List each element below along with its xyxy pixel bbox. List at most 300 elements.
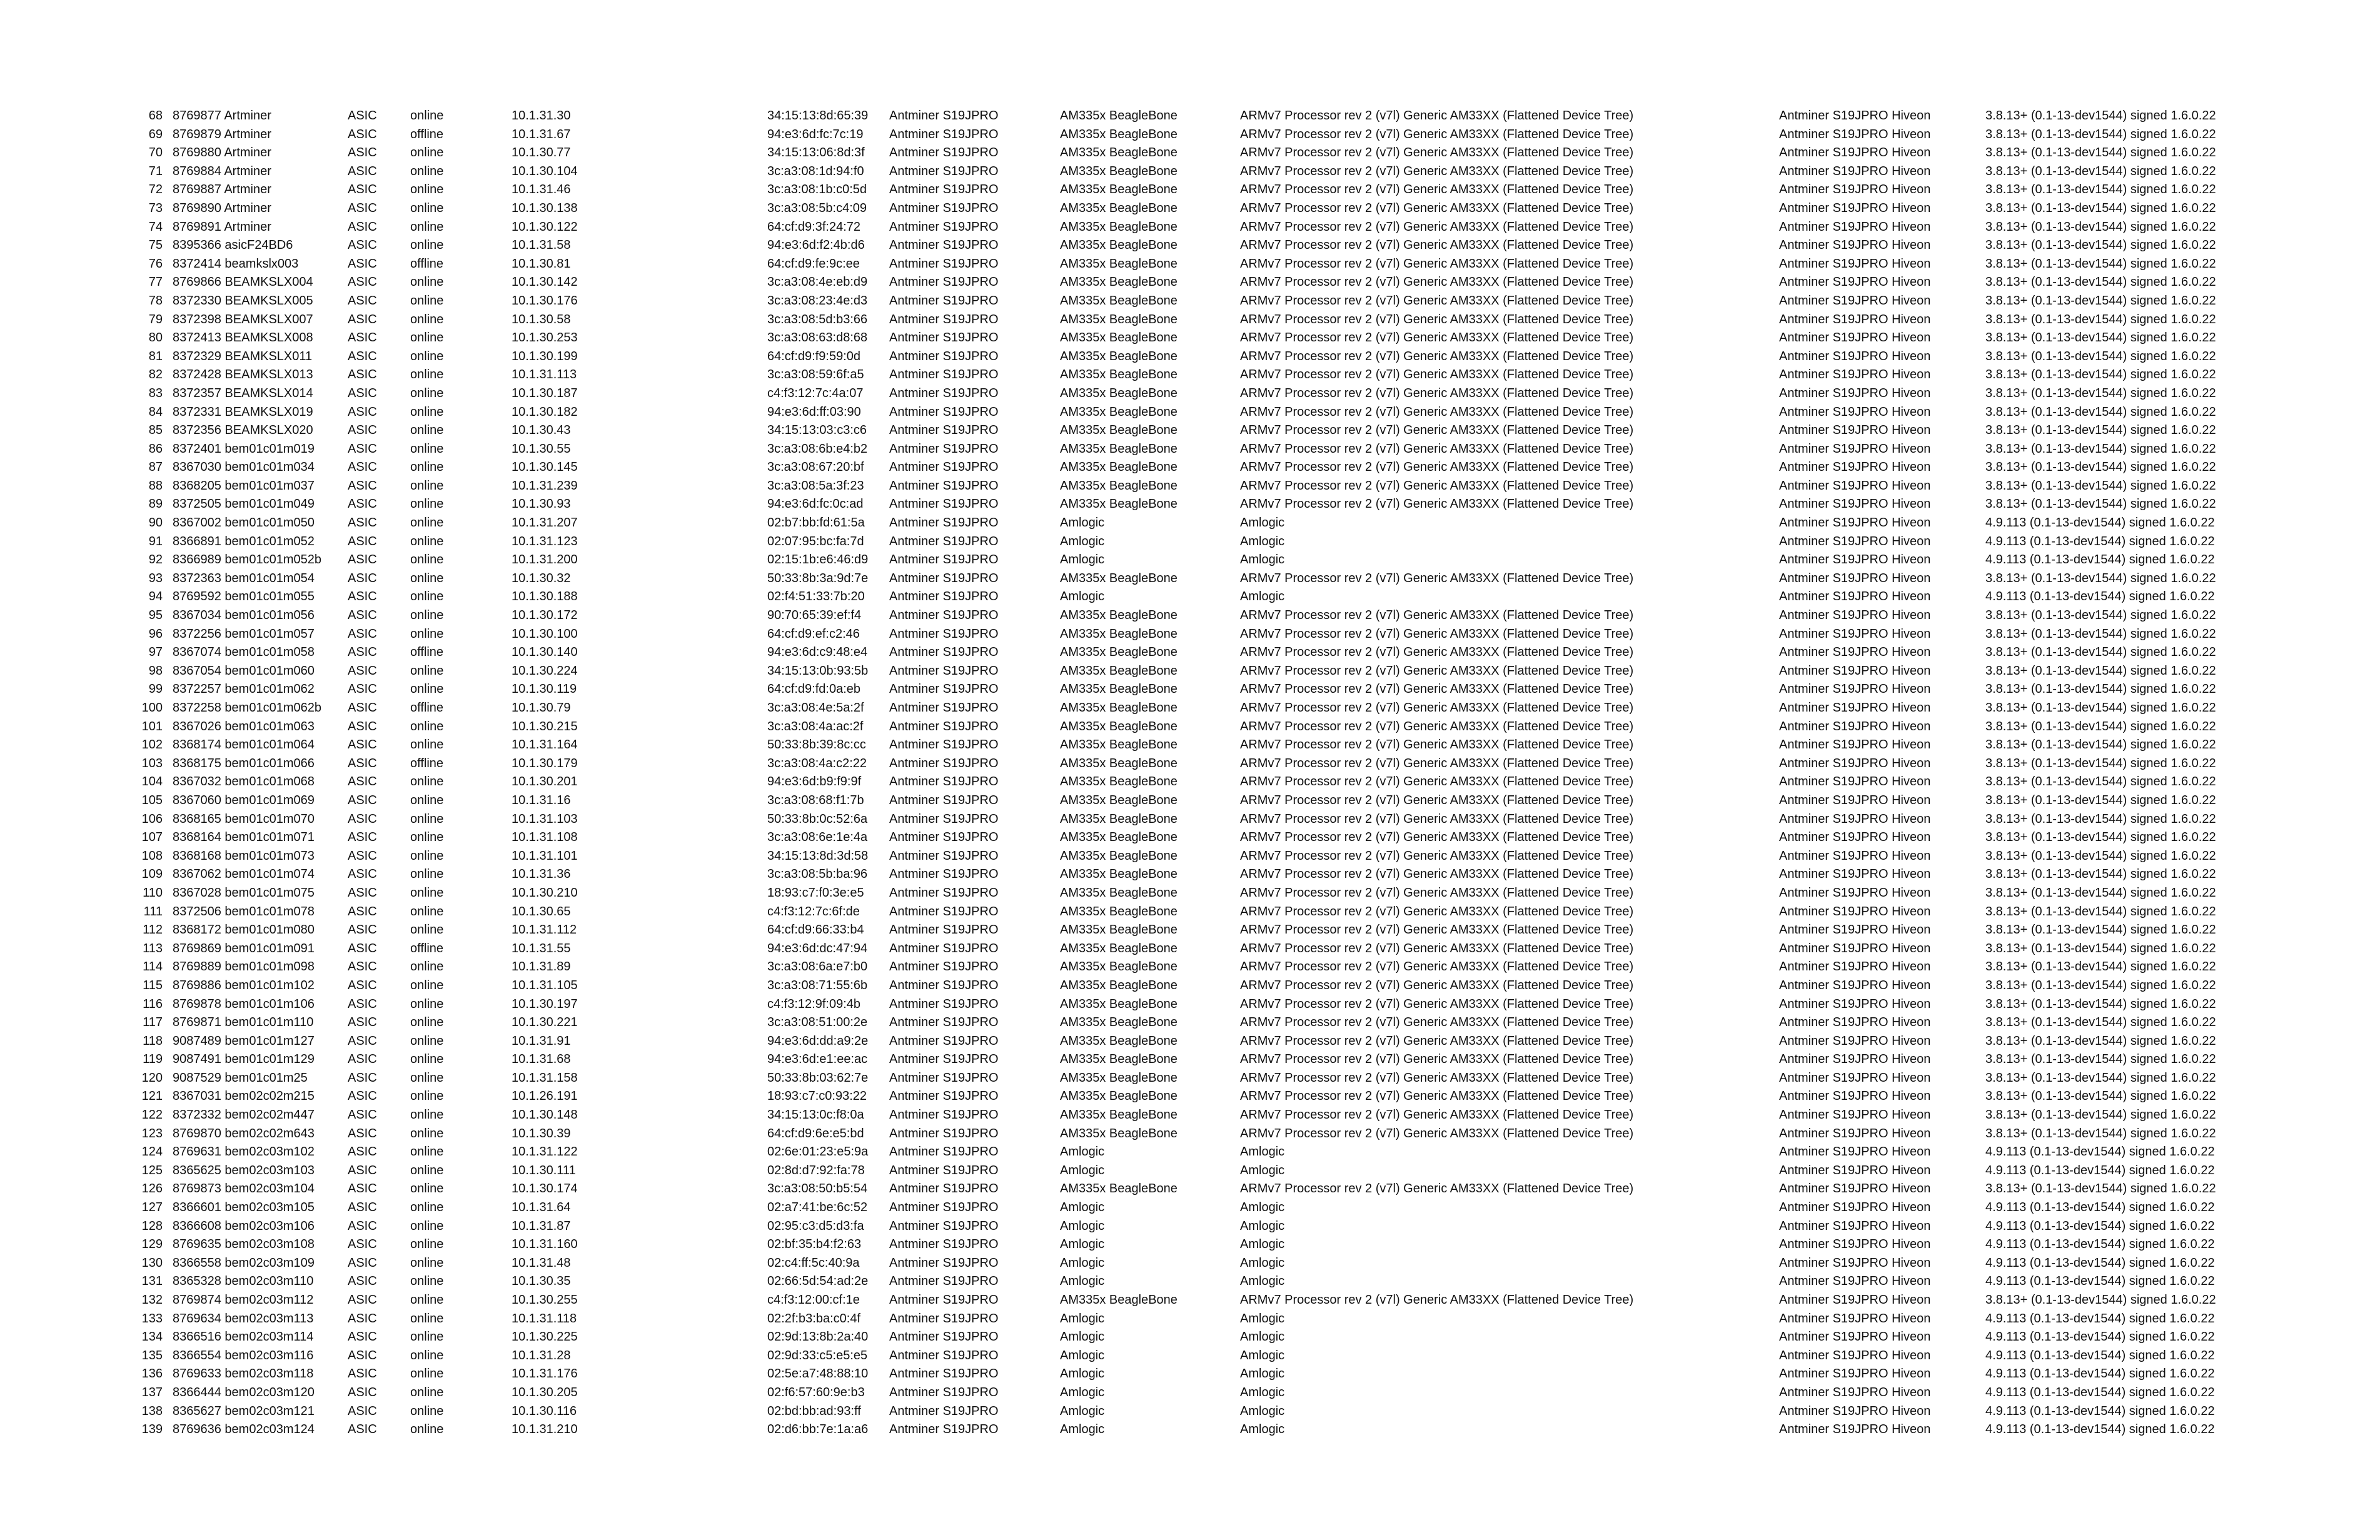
worker-cell: 8372428 BEAMKSLX013 <box>173 368 313 382</box>
model-cell: Antminer S19JPRO <box>889 368 999 382</box>
model-cell: Antminer S19JPRO <box>889 571 999 585</box>
mac-cell: 3c:a3:08:5a:3f:23 <box>767 478 864 493</box>
ip-cell: 10.1.30.79 <box>512 701 571 715</box>
worker-cell: 8769874 bem02c03m112 <box>173 1293 314 1307</box>
table-row <box>0 625 2380 644</box>
version-cell: 3.8.13+ (0.1-13-dev1544) signed 1.6.0.22 <box>1985 441 2216 456</box>
table-row <box>0 1328 2380 1347</box>
type-cell: ASIC <box>348 146 377 160</box>
firmware-cell: Antminer S19JPRO Hiveon <box>1779 775 1931 789</box>
mac-cell: 02:c4:ff:5c:40:9a <box>767 1256 860 1270</box>
firmware-cell: Antminer S19JPRO Hiveon <box>1779 867 1931 882</box>
row-number-cell: 97 <box>148 645 163 660</box>
hardware-cell: AM335x BeagleBone <box>1060 312 1177 326</box>
version-cell: 3.8.13+ (0.1-13-dev1544) signed 1.6.0.22 <box>1985 571 2216 585</box>
row-number-cell: 69 <box>148 127 163 141</box>
version-cell: 3.8.13+ (0.1-13-dev1544) signed 1.6.0.22 <box>1985 923 2216 937</box>
version-cell: 3.8.13+ (0.1-13-dev1544) signed 1.6.0.22 <box>1985 1070 2216 1085</box>
cpu-cell: ARMv7 Processor rev 2 (v7l) Generic AM33XX (Flattened Device Tree) <box>1240 793 1634 807</box>
type-cell: ASIC <box>348 1311 377 1326</box>
version-cell: 3.8.13+ (0.1-13-dev1544) signed 1.6.0.22 <box>1985 663 2216 678</box>
table-row <box>0 236 2380 255</box>
cpu-cell: ARMv7 Processor rev 2 (v7l) Generic AM33XX (Flattened Device Tree) <box>1240 164 1634 178</box>
worker-cell: 8372256 bem01c01m057 <box>173 627 315 641</box>
type-cell: ASIC <box>348 534 377 548</box>
row-number-cell: 75 <box>148 238 163 253</box>
ip-cell: 10.1.30.225 <box>512 1330 578 1344</box>
version-cell: 4.9.113 (0.1-13-dev1544) signed 1.6.0.22 <box>1985 553 2215 567</box>
table-row <box>0 403 2380 422</box>
mac-cell: 3c:a3:08:68:f1:7b <box>767 793 864 807</box>
cpu-cell: ARMv7 Processor rev 2 (v7l) Generic AM33XX (Flattened Device Tree) <box>1240 1070 1634 1085</box>
firmware-cell: Antminer S19JPRO Hiveon <box>1779 238 1931 253</box>
firmware-cell: Antminer S19JPRO Hiveon <box>1779 923 1931 937</box>
type-cell: ASIC <box>348 1015 377 1030</box>
hardware-cell: AM335x BeagleBone <box>1060 997 1177 1011</box>
mac-cell: 90:70:65:39:ef:f4 <box>767 608 862 623</box>
model-cell: Antminer S19JPRO <box>889 885 999 900</box>
status-cell: online <box>410 1385 444 1399</box>
firmware-cell: Antminer S19JPRO Hiveon <box>1779 1108 1931 1122</box>
table-row <box>0 755 2380 773</box>
type-cell: ASIC <box>348 201 377 215</box>
hardware-cell: AM335x BeagleBone <box>1060 368 1177 382</box>
hardware-cell: AM335x BeagleBone <box>1060 127 1177 141</box>
version-cell: 3.8.13+ (0.1-13-dev1544) signed 1.6.0.22 <box>1985 331 2216 345</box>
table-row <box>0 606 2380 625</box>
cpu-cell: ARMv7 Processor rev 2 (v7l) Generic AM33XX (Flattened Device Tree) <box>1240 775 1634 789</box>
status-cell: online <box>410 293 444 308</box>
type-cell: ASIC <box>348 608 377 623</box>
hardware-cell: AM335x BeagleBone <box>1060 275 1177 289</box>
table-row <box>0 551 2380 570</box>
firmware-cell: Antminer S19JPRO Hiveon <box>1779 256 1931 271</box>
ip-cell: 10.1.30.172 <box>512 608 578 623</box>
status-cell: online <box>410 238 444 253</box>
ip-cell: 10.1.30.205 <box>512 1385 578 1399</box>
row-number-cell: 130 <box>141 1256 163 1270</box>
status-cell: online <box>410 275 444 289</box>
version-cell: 3.8.13+ (0.1-13-dev1544) signed 1.6.0.22 <box>1985 719 2216 733</box>
status-cell: offline <box>410 941 444 955</box>
version-cell: 3.8.13+ (0.1-13-dev1544) signed 1.6.0.22 <box>1985 1126 2216 1140</box>
hardware-cell: AM335x BeagleBone <box>1060 923 1177 937</box>
row-number-cell: 80 <box>148 331 163 345</box>
worker-cell: 8365627 bem02c03m121 <box>173 1404 315 1418</box>
ip-cell: 10.1.31.103 <box>512 812 578 826</box>
mac-cell: c4:f3:12:7c:4a:07 <box>767 386 864 400</box>
model-cell: Antminer S19JPRO <box>889 1367 999 1381</box>
cpu-cell: Amlogic <box>1240 1163 1285 1177</box>
worker-cell: 8366516 bem02c03m114 <box>173 1330 314 1344</box>
version-cell: 3.8.13+ (0.1-13-dev1544) signed 1.6.0.22 <box>1985 1015 2216 1030</box>
status-cell: online <box>410 1311 444 1326</box>
worker-cell: 8769878 bem01c01m106 <box>173 997 315 1011</box>
mac-cell: 3c:a3:08:4e:5a:2f <box>767 701 864 715</box>
table-row <box>0 718 2380 737</box>
hardware-cell: Amlogic <box>1060 1404 1105 1418</box>
type-cell: ASIC <box>348 386 377 400</box>
hardware-cell: AM335x BeagleBone <box>1060 701 1177 715</box>
hardware-cell: AM335x BeagleBone <box>1060 497 1177 511</box>
firmware-cell: Antminer S19JPRO Hiveon <box>1779 386 1931 400</box>
status-cell: online <box>410 1145 444 1159</box>
type-cell: ASIC <box>348 997 377 1011</box>
firmware-cell: Antminer S19JPRO Hiveon <box>1779 645 1931 660</box>
firmware-cell: Antminer S19JPRO Hiveon <box>1779 1145 1931 1159</box>
cpu-cell: ARMv7 Processor rev 2 (v7l) Generic AM33XX (Flattened Device Tree) <box>1240 1126 1634 1140</box>
ip-cell: 10.1.31.200 <box>512 553 578 567</box>
hardware-cell: Amlogic <box>1060 553 1105 567</box>
table-row <box>0 181 2380 199</box>
table-row <box>0 1069 2380 1088</box>
version-cell: 3.8.13+ (0.1-13-dev1544) signed 1.6.0.22 <box>1985 848 2216 863</box>
row-number-cell: 139 <box>141 1422 163 1437</box>
ip-cell: 10.1.30.215 <box>512 719 578 733</box>
table-row <box>0 903 2380 922</box>
model-cell: Antminer S19JPRO <box>889 423 999 438</box>
worker-cell: 8769884 Artminer <box>173 164 271 178</box>
type-cell: ASIC <box>348 812 377 826</box>
version-cell: 3.8.13+ (0.1-13-dev1544) signed 1.6.0.22 <box>1985 904 2216 918</box>
status-cell: online <box>410 627 444 641</box>
table-row <box>0 292 2380 311</box>
table-row <box>0 311 2380 330</box>
mac-cell: 3c:a3:08:5d:b3:66 <box>767 312 868 326</box>
status-cell: offline <box>410 256 444 271</box>
model-cell: Antminer S19JPRO <box>889 978 999 992</box>
mac-cell: 3c:a3:08:1d:94:f0 <box>767 164 864 178</box>
type-cell: ASIC <box>348 663 377 678</box>
ip-cell: 10.1.31.36 <box>512 867 571 882</box>
model-cell: Antminer S19JPRO <box>889 1089 999 1104</box>
table-row <box>0 1087 2380 1106</box>
worker-cell: 8368172 bem01c01m080 <box>173 923 315 937</box>
ip-cell: 10.1.31.112 <box>512 923 577 937</box>
firmware-cell: Antminer S19JPRO Hiveon <box>1779 441 1931 456</box>
ip-cell: 10.1.30.39 <box>512 1126 571 1140</box>
type-cell: ASIC <box>348 738 377 752</box>
status-cell: online <box>410 997 444 1011</box>
ip-cell: 10.1.31.101 <box>512 848 578 863</box>
row-number-cell: 104 <box>141 775 163 789</box>
version-cell: 3.8.13+ (0.1-13-dev1544) signed 1.6.0.22 <box>1985 645 2216 660</box>
worker-cell: 8769886 bem01c01m102 <box>173 978 315 992</box>
mac-cell: 34:15:13:06:8d:3f <box>767 146 865 160</box>
mac-cell: 3c:a3:08:51:00:2e <box>767 1015 868 1030</box>
version-cell: 3.8.13+ (0.1-13-dev1544) signed 1.6.0.22 <box>1985 497 2216 511</box>
status-cell: online <box>410 516 444 530</box>
model-cell: Antminer S19JPRO <box>889 1163 999 1177</box>
table-row <box>0 163 2380 181</box>
mac-cell: 02:15:1b:e6:46:d9 <box>767 553 869 567</box>
type-cell: ASIC <box>348 830 377 845</box>
status-cell: online <box>410 109 444 123</box>
ip-cell: 10.1.31.105 <box>512 978 578 992</box>
cpu-cell: Amlogic <box>1240 1200 1285 1215</box>
table-row <box>0 218 2380 237</box>
row-number-cell: 112 <box>143 923 163 937</box>
worker-cell: 8372332 bem02c02m447 <box>173 1108 315 1122</box>
row-number-cell: 138 <box>141 1404 163 1418</box>
model-cell: Antminer S19JPRO <box>889 1070 999 1085</box>
worker-cell: 8365328 bem02c03m110 <box>173 1274 314 1289</box>
cpu-cell: Amlogic <box>1240 1385 1285 1399</box>
version-cell: 3.8.13+ (0.1-13-dev1544) signed 1.6.0.22 <box>1985 201 2216 215</box>
ip-cell: 10.1.30.104 <box>512 164 578 178</box>
status-cell: online <box>410 663 444 678</box>
row-number-cell: 74 <box>148 219 163 234</box>
hardware-cell: AM335x BeagleBone <box>1060 793 1177 807</box>
firmware-cell: Antminer S19JPRO Hiveon <box>1779 1015 1931 1030</box>
version-cell: 3.8.13+ (0.1-13-dev1544) signed 1.6.0.22 <box>1985 238 2216 253</box>
row-number-cell: 106 <box>141 812 163 826</box>
type-cell: ASIC <box>348 775 377 789</box>
ip-cell: 10.1.31.55 <box>512 941 571 955</box>
model-cell: Antminer S19JPRO <box>889 590 999 604</box>
ip-cell: 10.1.30.119 <box>512 682 577 697</box>
hardware-cell: AM335x BeagleBone <box>1060 848 1177 863</box>
table-row <box>0 643 2380 662</box>
mac-cell: 3c:a3:08:50:b5:54 <box>767 1182 868 1196</box>
version-cell: 3.8.13+ (0.1-13-dev1544) signed 1.6.0.22 <box>1985 830 2216 845</box>
ip-cell: 10.1.31.89 <box>512 960 571 974</box>
table-row <box>0 1014 2380 1032</box>
row-number-cell: 136 <box>141 1367 163 1381</box>
type-cell: ASIC <box>348 441 377 456</box>
row-number-cell: 93 <box>148 571 163 585</box>
status-cell: online <box>410 534 444 548</box>
row-number-cell: 92 <box>148 553 163 567</box>
type-cell: ASIC <box>348 904 377 918</box>
hardware-cell: AM335x BeagleBone <box>1060 386 1177 400</box>
mac-cell: 94:e3:6d:ff:03:90 <box>767 405 861 419</box>
firmware-cell: Antminer S19JPRO Hiveon <box>1779 793 1931 807</box>
model-cell: Antminer S19JPRO <box>889 1219 999 1233</box>
hardware-cell: Amlogic <box>1060 534 1105 548</box>
cpu-cell: ARMv7 Processor rev 2 (v7l) Generic AM33XX (Flattened Device Tree) <box>1240 256 1634 271</box>
worker-cell: 8769891 Artminer <box>173 219 271 234</box>
cpu-cell: Amlogic <box>1240 534 1285 548</box>
model-cell: Antminer S19JPRO <box>889 1015 999 1030</box>
type-cell: ASIC <box>348 349 377 363</box>
mac-cell: 02:bf:35:b4:f2:63 <box>767 1237 862 1252</box>
model-cell: Antminer S19JPRO <box>889 1145 999 1159</box>
status-cell: online <box>410 1200 444 1215</box>
version-cell: 3.8.13+ (0.1-13-dev1544) signed 1.6.0.22 <box>1985 701 2216 715</box>
cpu-cell: ARMv7 Processor rev 2 (v7l) Generic AM33XX (Flattened Device Tree) <box>1240 571 1634 585</box>
row-number-cell: 79 <box>148 312 163 326</box>
version-cell: 3.8.13+ (0.1-13-dev1544) signed 1.6.0.22 <box>1985 275 2216 289</box>
firmware-cell: Antminer S19JPRO Hiveon <box>1779 663 1931 678</box>
hardware-cell: AM335x BeagleBone <box>1060 164 1177 178</box>
table-row <box>0 736 2380 755</box>
worker-cell: 8366989 bem01c01m052b <box>173 553 321 567</box>
mac-cell: 94:e3:6d:dd:a9:2e <box>767 1034 869 1048</box>
status-cell: online <box>410 867 444 882</box>
hardware-cell: AM335x BeagleBone <box>1060 608 1177 623</box>
table-row <box>0 514 2380 533</box>
ip-cell: 10.1.30.35 <box>512 1274 571 1289</box>
row-number-cell: 135 <box>141 1348 163 1362</box>
row-number-cell: 107 <box>141 830 163 845</box>
model-cell: Antminer S19JPRO <box>889 1237 999 1252</box>
ip-cell: 10.1.30.174 <box>512 1182 578 1196</box>
model-cell: Antminer S19JPRO <box>889 534 999 548</box>
mac-cell: 3c:a3:08:71:55:6b <box>767 978 868 992</box>
model-cell: Antminer S19JPRO <box>889 331 999 345</box>
ip-cell: 10.1.30.224 <box>512 663 578 678</box>
mac-cell: 94:e3:6d:e1:ee:ac <box>767 1052 868 1067</box>
table-row <box>0 588 2380 606</box>
mac-cell: c4:f3:12:00:cf:1e <box>767 1293 860 1307</box>
version-cell: 4.9.113 (0.1-13-dev1544) signed 1.6.0.22 <box>1985 1200 2215 1215</box>
model-cell: Antminer S19JPRO <box>889 1311 999 1326</box>
hardware-cell: AM335x BeagleBone <box>1060 478 1177 493</box>
row-number-cell: 118 <box>143 1034 163 1048</box>
version-cell: 4.9.113 (0.1-13-dev1544) signed 1.6.0.22 <box>1985 1348 2215 1362</box>
row-number-cell: 137 <box>141 1385 163 1399</box>
version-cell: 3.8.13+ (0.1-13-dev1544) signed 1.6.0.22 <box>1985 293 2216 308</box>
hardware-cell: AM335x BeagleBone <box>1060 109 1177 123</box>
type-cell: ASIC <box>348 848 377 863</box>
firmware-cell: Antminer S19JPRO Hiveon <box>1779 368 1931 382</box>
worker-cell: 8769631 bem02c03m102 <box>173 1145 315 1159</box>
model-cell: Antminer S19JPRO <box>889 1274 999 1289</box>
hardware-cell: Amlogic <box>1060 1256 1105 1270</box>
mac-cell: 02:f4:51:33:7b:20 <box>767 590 865 604</box>
version-cell: 3.8.13+ (0.1-13-dev1544) signed 1.6.0.22 <box>1985 867 2216 882</box>
status-cell: online <box>410 738 444 752</box>
type-cell: ASIC <box>348 682 377 697</box>
status-cell: online <box>410 571 444 585</box>
worker-cell: 8368174 bem01c01m064 <box>173 738 315 752</box>
mac-cell: 02:d6:bb:7e:1a:a6 <box>767 1422 869 1437</box>
row-number-cell: 108 <box>141 848 163 863</box>
hardware-cell: Amlogic <box>1060 516 1105 530</box>
worker-cell: 8367060 bem01c01m069 <box>173 793 315 807</box>
status-cell: online <box>410 1182 444 1196</box>
type-cell: ASIC <box>348 275 377 289</box>
firmware-cell: Antminer S19JPRO Hiveon <box>1779 590 1931 604</box>
version-cell: 3.8.13+ (0.1-13-dev1544) signed 1.6.0.22 <box>1985 1052 2216 1067</box>
table-row <box>0 1125 2380 1144</box>
version-cell: 4.9.113 (0.1-13-dev1544) signed 1.6.0.22 <box>1985 1145 2215 1159</box>
table-row <box>0 144 2380 163</box>
worker-cell: 8366601 bem02c03m105 <box>173 1200 315 1215</box>
model-cell: Antminer S19JPRO <box>889 516 999 530</box>
model-cell: Antminer S19JPRO <box>889 1422 999 1437</box>
worker-cell: 8372505 bem01c01m049 <box>173 497 315 511</box>
cpu-cell: ARMv7 Processor rev 2 (v7l) Generic AM33XX (Flattened Device Tree) <box>1240 275 1634 289</box>
ip-cell: 10.1.31.67 <box>512 127 571 141</box>
cpu-cell: Amlogic <box>1240 1422 1285 1437</box>
row-number-cell: 82 <box>148 368 163 382</box>
status-cell: online <box>410 608 444 623</box>
hardware-cell: Amlogic <box>1060 1422 1105 1437</box>
version-cell: 3.8.13+ (0.1-13-dev1544) signed 1.6.0.22 <box>1985 682 2216 697</box>
table-row <box>0 385 2380 403</box>
hardware-cell: AM335x BeagleBone <box>1060 1293 1177 1307</box>
firmware-cell: Antminer S19JPRO Hiveon <box>1779 1126 1931 1140</box>
cpu-cell: Amlogic <box>1240 590 1285 604</box>
hardware-cell: AM335x BeagleBone <box>1060 1034 1177 1048</box>
worker-cell: 8367034 bem01c01m056 <box>173 608 315 623</box>
firmware-cell: Antminer S19JPRO Hiveon <box>1779 553 1931 567</box>
type-cell: ASIC <box>348 978 377 992</box>
row-number-cell: 90 <box>148 516 163 530</box>
mac-cell: 3c:a3:08:1b:c0:5d <box>767 183 867 197</box>
hardware-cell: AM335x BeagleBone <box>1060 885 1177 900</box>
worker-cell: 8367032 bem01c01m068 <box>173 775 315 789</box>
hardware-cell: AM335x BeagleBone <box>1060 331 1177 345</box>
row-number-cell: 113 <box>143 941 163 955</box>
table-row <box>0 1032 2380 1051</box>
row-number-cell: 99 <box>148 682 163 697</box>
status-cell: online <box>410 183 444 197</box>
type-cell: ASIC <box>348 885 377 900</box>
row-number-cell: 96 <box>148 627 163 641</box>
type-cell: ASIC <box>348 127 377 141</box>
row-number-cell: 115 <box>143 978 163 992</box>
firmware-cell: Antminer S19JPRO Hiveon <box>1779 1070 1931 1085</box>
cpu-cell: ARMv7 Processor rev 2 (v7l) Generic AM33XX (Flattened Device Tree) <box>1240 368 1634 382</box>
cpu-cell: ARMv7 Processor rev 2 (v7l) Generic AM33XX (Flattened Device Tree) <box>1240 719 1634 733</box>
firmware-cell: Antminer S19JPRO Hiveon <box>1779 1200 1931 1215</box>
firmware-cell: Antminer S19JPRO Hiveon <box>1779 219 1931 234</box>
mac-cell: 02:9d:13:8b:2a:40 <box>767 1330 869 1344</box>
type-cell: ASIC <box>348 701 377 715</box>
table-row <box>0 1365 2380 1384</box>
firmware-cell: Antminer S19JPRO Hiveon <box>1779 885 1931 900</box>
mac-cell: 02:9d:33:c5:e5:e5 <box>767 1348 868 1362</box>
version-cell: 4.9.113 (0.1-13-dev1544) signed 1.6.0.22 <box>1985 590 2215 604</box>
version-cell: 3.8.13+ (0.1-13-dev1544) signed 1.6.0.22 <box>1985 164 2216 178</box>
firmware-cell: Antminer S19JPRO Hiveon <box>1779 1219 1931 1233</box>
model-cell: Antminer S19JPRO <box>889 830 999 845</box>
row-number-cell: 85 <box>148 423 163 438</box>
table-row <box>0 126 2380 144</box>
mac-cell: 02:95:c3:d5:d3:fa <box>767 1219 864 1233</box>
mac-cell: 50:33:8b:39:8c:cc <box>767 738 866 752</box>
firmware-cell: Antminer S19JPRO Hiveon <box>1779 701 1931 715</box>
cpu-cell: ARMv7 Processor rev 2 (v7l) Generic AM33XX (Flattened Device Tree) <box>1240 1052 1634 1067</box>
worker-cell: 8372413 BEAMKSLX008 <box>173 331 313 345</box>
ip-cell: 10.1.30.55 <box>512 441 571 456</box>
mac-cell: 64:cf:d9:3f:24:72 <box>767 219 861 234</box>
mac-cell: 3c:a3:08:63:d8:68 <box>767 331 868 345</box>
worker-cell: 8769635 bem02c03m108 <box>173 1237 315 1252</box>
version-cell: 3.8.13+ (0.1-13-dev1544) signed 1.6.0.22 <box>1985 738 2216 752</box>
status-cell: offline <box>410 756 444 770</box>
hardware-cell: AM335x BeagleBone <box>1060 423 1177 438</box>
version-cell: 3.8.13+ (0.1-13-dev1544) signed 1.6.0.22 <box>1985 1293 2216 1307</box>
worker-cell: 8769634 bem02c03m113 <box>173 1311 314 1326</box>
cpu-cell: Amlogic <box>1240 1145 1285 1159</box>
status-cell: online <box>410 1330 444 1344</box>
type-cell: ASIC <box>348 1052 377 1067</box>
worker-cell: 8395366 asicF24BD6 <box>173 238 293 253</box>
hardware-cell: AM335x BeagleBone <box>1060 682 1177 697</box>
table-row <box>0 662 2380 681</box>
cpu-cell: Amlogic <box>1240 1256 1285 1270</box>
cpu-cell: ARMv7 Processor rev 2 (v7l) Generic AM33XX (Flattened Device Tree) <box>1240 183 1634 197</box>
status-cell: online <box>410 146 444 160</box>
cpu-cell: ARMv7 Processor rev 2 (v7l) Generic AM33XX (Flattened Device Tree) <box>1240 146 1634 160</box>
cpu-cell: Amlogic <box>1240 516 1285 530</box>
row-number-cell: 81 <box>148 349 163 363</box>
firmware-cell: Antminer S19JPRO Hiveon <box>1779 812 1931 826</box>
